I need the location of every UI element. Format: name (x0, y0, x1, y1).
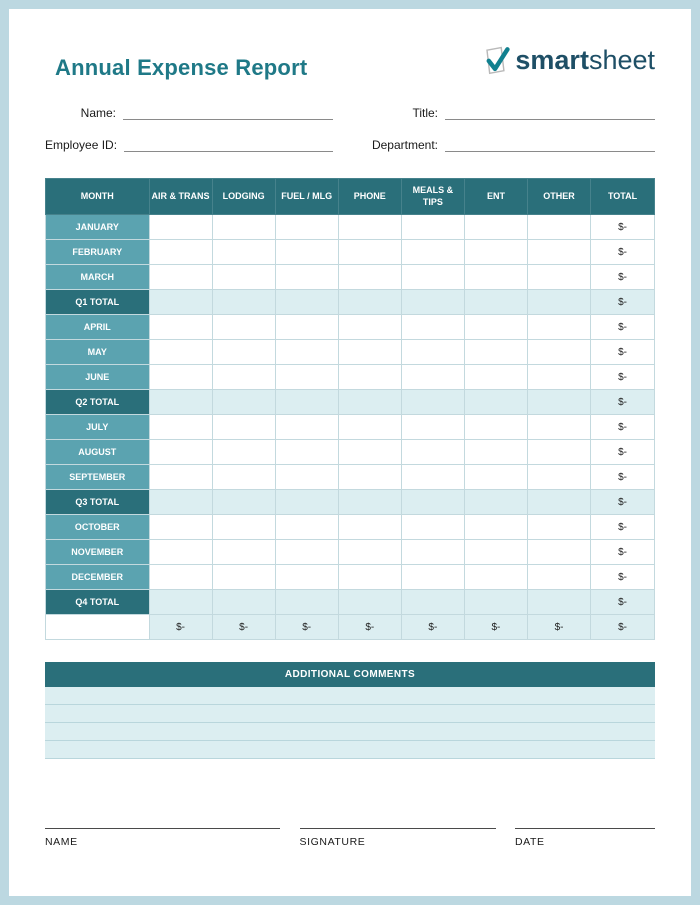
expense-cell[interactable] (527, 340, 590, 365)
row-total-cell: $- (591, 265, 655, 290)
table-row-q2-total (46, 390, 655, 415)
title-field (367, 105, 655, 120)
comment-line[interactable] (45, 687, 655, 705)
row-total-cell: $- (591, 240, 655, 265)
expense-cell[interactable] (212, 440, 275, 465)
expense-cell[interactable] (212, 515, 275, 540)
expense-cell[interactable] (464, 590, 527, 615)
column-total-cell: $- (149, 615, 212, 640)
row-label: AUGUST (46, 440, 150, 465)
expense-cell[interactable] (401, 490, 464, 515)
employee-id-label: Employee ID: (45, 138, 118, 152)
row-label: SEPTEMBER (46, 465, 150, 490)
column-header-air-trans: AIR & TRANS (149, 179, 212, 215)
comments-body (45, 687, 655, 759)
row-label: FEBRUARY (46, 240, 150, 265)
table-row-november (46, 540, 655, 565)
table-row-october (46, 515, 655, 540)
signature-row (45, 815, 655, 848)
logo-word-smart: smart (515, 44, 589, 75)
row-total-cell: $- (591, 590, 655, 615)
table-row-august (46, 440, 655, 465)
name-input-line[interactable] (123, 105, 333, 120)
expense-cell[interactable] (275, 240, 338, 265)
expense-cell[interactable] (212, 215, 275, 240)
expense-cell[interactable] (149, 340, 212, 365)
expense-cell[interactable] (212, 340, 275, 365)
column-header-total: TOTAL (591, 179, 655, 215)
expense-cell[interactable] (212, 240, 275, 265)
expense-cell[interactable] (464, 440, 527, 465)
expense-cell[interactable] (527, 490, 590, 515)
field-row-1 (45, 105, 655, 120)
table-row-july (46, 415, 655, 440)
expense-cell[interactable] (149, 515, 212, 540)
signature-label: NAME (45, 836, 78, 848)
signature-block-name (45, 815, 280, 848)
row-total-cell: $- (591, 390, 655, 415)
row-label: Q1 TOTAL (46, 290, 150, 315)
row-total-cell: $- (591, 565, 655, 590)
expense-cell[interactable] (275, 440, 338, 465)
expense-cell[interactable] (527, 240, 590, 265)
expense-cell[interactable] (401, 440, 464, 465)
expense-cell[interactable] (401, 565, 464, 590)
row-total-cell: $- (591, 490, 655, 515)
signature-label: SIGNATURE (299, 836, 366, 848)
name-label: Name: (80, 106, 116, 120)
expense-cell[interactable] (212, 415, 275, 440)
table-row-february (46, 240, 655, 265)
expense-cell[interactable] (401, 290, 464, 315)
expense-cell[interactable] (401, 240, 464, 265)
column-header-ent: ENT (464, 179, 527, 215)
expense-cell[interactable] (212, 540, 275, 565)
expense-cell[interactable] (275, 540, 338, 565)
table-row-january (46, 215, 655, 240)
column-total-cell: $- (338, 615, 401, 640)
employee-id-field (45, 137, 333, 152)
expense-cell[interactable] (464, 240, 527, 265)
column-total-cell: $- (212, 615, 275, 640)
column-header-month: MONTH (46, 179, 150, 215)
row-label: NOVEMBER (46, 540, 150, 565)
column-total-cell: $- (275, 615, 338, 640)
expense-cell[interactable] (149, 290, 212, 315)
expense-cell[interactable] (527, 540, 590, 565)
expense-cell[interactable] (401, 590, 464, 615)
expense-table (45, 178, 655, 640)
expense-cell[interactable] (527, 515, 590, 540)
expense-cell[interactable] (149, 440, 212, 465)
comment-line[interactable] (45, 705, 655, 723)
expense-cell[interactable] (338, 465, 401, 490)
expense-cell[interactable] (149, 365, 212, 390)
expense-cell[interactable] (464, 390, 527, 415)
department-label: Department: (371, 138, 438, 152)
expense-cell[interactable] (275, 290, 338, 315)
expense-cell[interactable] (275, 490, 338, 515)
row-label: JUNE (46, 365, 150, 390)
row-total-cell: $- (591, 215, 655, 240)
row-total-cell: $- (591, 415, 655, 440)
expense-cell[interactable] (149, 490, 212, 515)
expense-cell[interactable] (464, 265, 527, 290)
expense-cell[interactable] (527, 365, 590, 390)
table-row-september (46, 465, 655, 490)
smartsheet-logo (479, 43, 655, 77)
expense-cell[interactable] (527, 440, 590, 465)
row-label: OCTOBER (46, 515, 150, 540)
expense-cell[interactable] (212, 565, 275, 590)
row-total-cell: $- (591, 340, 655, 365)
signature-line[interactable] (515, 815, 655, 829)
row-label: MARCH (46, 265, 150, 290)
row-label: Q2 TOTAL (46, 390, 150, 415)
table-header-row (46, 179, 655, 215)
expense-cell[interactable] (401, 465, 464, 490)
column-header-lodging: LODGING (212, 179, 275, 215)
department-field (367, 137, 655, 152)
grand-total-row (46, 615, 655, 640)
grand-total-cell: $- (591, 615, 655, 640)
table-row-june (46, 365, 655, 390)
expense-cell[interactable] (401, 390, 464, 415)
expense-cell[interactable] (338, 240, 401, 265)
column-total-cell: $- (401, 615, 464, 640)
expense-cell[interactable] (401, 415, 464, 440)
expense-cell[interactable] (338, 440, 401, 465)
row-label: Q3 TOTAL (46, 490, 150, 515)
page-title: Annual Expense Report (55, 55, 308, 80)
row-label: Q4 TOTAL (46, 590, 150, 615)
table-row-q3-total (46, 490, 655, 515)
expense-cell[interactable] (401, 365, 464, 390)
expense-cell[interactable] (527, 390, 590, 415)
expense-cell[interactable] (338, 365, 401, 390)
expense-cell[interactable] (527, 315, 590, 340)
expense-cell[interactable] (464, 365, 527, 390)
title-label: Title: (412, 106, 438, 120)
expense-cell[interactable] (338, 565, 401, 590)
form-fields (45, 105, 655, 152)
expense-cell[interactable] (338, 490, 401, 515)
expense-cell[interactable] (149, 465, 212, 490)
smartsheet-check-icon (479, 43, 511, 77)
row-label: APRIL (46, 315, 150, 340)
additional-comments-header: ADDITIONAL COMMENTS (45, 662, 655, 687)
expense-cell[interactable] (464, 315, 527, 340)
row-total-cell: $- (591, 515, 655, 540)
expense-cell[interactable] (149, 390, 212, 415)
expense-cell[interactable] (212, 265, 275, 290)
row-label: DECEMBER (46, 565, 150, 590)
expense-cell[interactable] (338, 415, 401, 440)
column-header-phone: PHONE (338, 179, 401, 215)
expense-cell[interactable] (212, 290, 275, 315)
row-total-cell: $- (591, 465, 655, 490)
table-row-q1-total (46, 290, 655, 315)
expense-cell[interactable] (464, 290, 527, 315)
column-total-cell: $- (527, 615, 590, 640)
expense-cell[interactable] (338, 290, 401, 315)
row-label: MAY (46, 340, 150, 365)
expense-cell[interactable] (338, 340, 401, 365)
expense-cell[interactable] (149, 315, 212, 340)
expense-cell[interactable] (275, 515, 338, 540)
footer-empty-cell (46, 615, 150, 640)
expense-cell[interactable] (464, 415, 527, 440)
table-row-december (46, 565, 655, 590)
expense-cell[interactable] (149, 415, 212, 440)
expense-cell[interactable] (527, 215, 590, 240)
expense-cell[interactable] (401, 265, 464, 290)
expense-cell[interactable] (401, 540, 464, 565)
expense-cell[interactable] (212, 465, 275, 490)
employee-id-input-line[interactable] (124, 137, 333, 152)
expense-cell[interactable] (212, 490, 275, 515)
expense-cell[interactable] (338, 215, 401, 240)
expense-cell[interactable] (464, 565, 527, 590)
expense-cell[interactable] (275, 365, 338, 390)
expense-cell[interactable] (275, 265, 338, 290)
expense-cell[interactable] (464, 465, 527, 490)
comment-line[interactable] (45, 723, 655, 741)
title-input-line[interactable] (445, 105, 655, 120)
expense-cell[interactable] (212, 315, 275, 340)
field-row-2 (45, 137, 655, 152)
column-header-meals-tips: MEALS & TIPS (401, 179, 464, 215)
expense-cell[interactable] (212, 365, 275, 390)
table-row-q4-total (46, 590, 655, 615)
row-total-cell: $- (591, 365, 655, 390)
expense-cell[interactable] (275, 390, 338, 415)
expense-cell[interactable] (401, 315, 464, 340)
expense-cell[interactable] (275, 590, 338, 615)
expense-cell[interactable] (275, 215, 338, 240)
expense-cell[interactable] (338, 265, 401, 290)
signature-block-signature (300, 815, 496, 848)
expense-cell[interactable] (338, 390, 401, 415)
expense-cell[interactable] (338, 540, 401, 565)
expense-cell[interactable] (149, 265, 212, 290)
column-total-cell: $- (464, 615, 527, 640)
expense-cell[interactable] (464, 490, 527, 515)
expense-cell[interactable] (464, 515, 527, 540)
row-total-cell: $- (591, 440, 655, 465)
row-total-cell: $- (591, 315, 655, 340)
expense-cell[interactable] (149, 215, 212, 240)
row-total-cell: $- (591, 290, 655, 315)
expense-cell[interactable] (275, 565, 338, 590)
logo-word-sheet: sheet (588, 44, 655, 75)
expense-cell[interactable] (527, 565, 590, 590)
smartsheet-logo-text (515, 44, 655, 75)
expense-cell[interactable] (275, 415, 338, 440)
expense-cell[interactable] (527, 290, 590, 315)
additional-comments-section (45, 662, 655, 759)
expense-cell[interactable] (527, 465, 590, 490)
table-row-march (46, 265, 655, 290)
expense-cell[interactable] (212, 590, 275, 615)
row-label: JULY (46, 415, 150, 440)
expense-cell[interactable] (212, 390, 275, 415)
expense-cell[interactable] (149, 240, 212, 265)
column-header-fuel-mlg: FUEL / MLG (275, 179, 338, 215)
expense-cell[interactable] (401, 340, 464, 365)
expense-cell[interactable] (275, 340, 338, 365)
expense-cell[interactable] (338, 590, 401, 615)
signature-label: DATE (515, 836, 545, 848)
row-label: JANUARY (46, 215, 150, 240)
expense-cell[interactable] (527, 415, 590, 440)
expense-cell[interactable] (149, 565, 212, 590)
comment-line[interactable] (45, 741, 655, 759)
expense-cell[interactable] (149, 590, 212, 615)
expense-cell[interactable] (338, 515, 401, 540)
expense-cell[interactable] (527, 590, 590, 615)
expense-cell[interactable] (464, 215, 527, 240)
expense-cell[interactable] (401, 215, 464, 240)
expense-cell[interactable] (401, 515, 464, 540)
expense-cell[interactable] (338, 315, 401, 340)
expense-cell[interactable] (149, 540, 212, 565)
expense-cell[interactable] (464, 540, 527, 565)
signature-line[interactable] (45, 815, 280, 829)
table-row-april (46, 315, 655, 340)
row-total-cell: $- (591, 540, 655, 565)
name-field (45, 105, 333, 120)
expense-cell[interactable] (464, 340, 527, 365)
page-header (45, 39, 655, 81)
signature-line[interactable] (300, 815, 496, 829)
expense-cell[interactable] (275, 465, 338, 490)
expense-cell[interactable] (527, 265, 590, 290)
table-row-may (46, 340, 655, 365)
column-header-other: OTHER (527, 179, 590, 215)
department-input-line[interactable] (445, 137, 655, 152)
expense-cell[interactable] (275, 315, 338, 340)
signature-block-date (515, 815, 655, 848)
